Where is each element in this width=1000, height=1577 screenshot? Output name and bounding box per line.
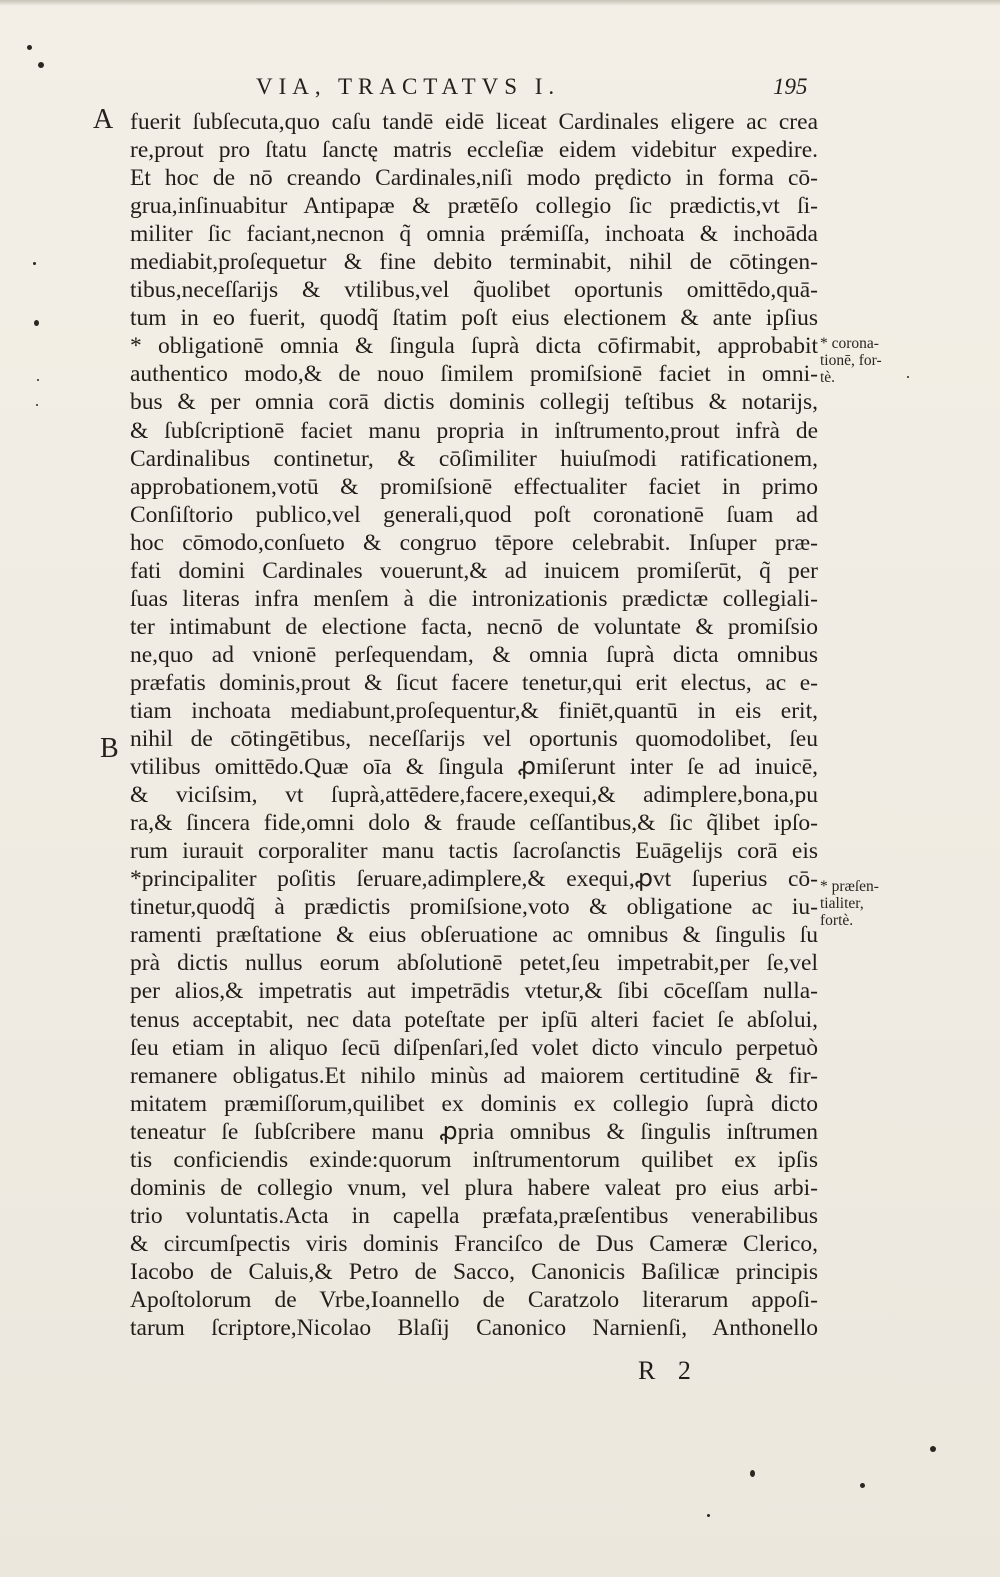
text-line: ne,quo ad vnionē perſequendam, & omnia ſuprà dicta omnibus <box>130 641 818 668</box>
ink-speck <box>750 1470 755 1477</box>
text-line: ſuas literas infra menſem à die intronizationis prædictæ collegiali- <box>130 585 818 612</box>
margin-note-praesentialiter <box>820 878 879 929</box>
text-line: fuerit ſubſecuta,quo caſu tandē eidē liceat Cardinales eligere ac crea <box>130 109 818 135</box>
text-line: tenus acceptabit, nec data poteſtate per ipſū alteri faciet ſe abſolui, <box>130 1006 818 1033</box>
ink-speck <box>907 376 909 378</box>
text-line: prà dictis nullus eorum abſolutionē petet,ſeu impetrabit,per ſe,vel <box>130 950 818 977</box>
ink-speck <box>27 45 32 50</box>
text-line: approbationem,votū & promiſsionē effectualiter faciet in primo <box>130 473 818 500</box>
text-line: teneatur ſe ſubſcribere manu ꝓpria omnibus & ſingulis inſtrumen <box>130 1118 818 1145</box>
margin-note-line: fortè. <box>820 912 854 929</box>
margin-note-line: tè. <box>820 369 836 386</box>
text-line: mitatem præmiſſorum,quilibet ex dominis ex collegio ſuprà dicto <box>130 1090 818 1117</box>
text-line: dominis de collegio vnum, vel plura habere valeat pro eius arbi- <box>130 1174 818 1201</box>
text-line: tum in eo fuerit, quodq̃ ſtatim poſt eius electionem & ante ipſius <box>130 305 818 332</box>
page-number: 195 <box>773 74 808 99</box>
text-line: grua,inſinuabitur Antipapæ & prætēſo collegio ſic prædictis,vt ſi- <box>130 193 818 220</box>
section-letter-a: A <box>93 104 114 135</box>
text-line: tinetur,quodq̃ à prædictis promiſsione,voto & obligatione ac iu- <box>130 894 818 921</box>
text-line: & ſubſcriptionē faciet manu propria in inſtrumento,prout infrà de <box>130 417 818 444</box>
text-line: re,prout pro ſtatu ſanctę matris eccleſiæ eidem videbitur expedire. <box>130 137 818 164</box>
ink-speck <box>33 262 36 265</box>
text-line: ter intimabunt de electione facta, necnō de voluntate & promiſsio <box>130 613 818 640</box>
text-line: militer ſic faciant,necnon q̃ omnia prǽmiſſa, inchoata & inchoāda <box>130 221 818 248</box>
ink-speck <box>707 1514 710 1517</box>
text-line: vtilibus omittēdo.Quæ oīa & ſingula ꝓmiſerunt inter ſe ad inuicē, <box>130 754 818 781</box>
text-line: Apoſtolorum de Vrbe,Ioannello de Caratzolo literarum appoſi- <box>130 1286 818 1313</box>
running-head: VIA, TRACTATVS I. <box>256 74 561 99</box>
ink-speck <box>930 1446 936 1452</box>
text-line: Iacobo de Caluis,& Petro de Sacco, Canonicis Baſilicæ principis <box>130 1258 818 1285</box>
text-line: *principaliter poſitis ſeruare,adimplere,& exequi,ꝓvt ſuperius cō- <box>130 866 818 893</box>
text-line: rum iurauit corporaliter manu tactis ſacroſanctis Euāgelijs corā eis <box>130 838 818 865</box>
signature-mark: R 2 <box>638 1356 699 1385</box>
section-letter-b: B <box>100 733 119 764</box>
text-line: hoc cōmodo,conſueto & congruo tēpore celebrabit. Inſuper præ- <box>130 529 818 556</box>
ink-speck <box>860 1483 865 1488</box>
text-line: tiam inchoata mediabunt,proſequentur,& finiēt,quantū in eis erit, <box>130 697 818 724</box>
margin-note-line: tionē, for- <box>820 352 882 369</box>
text-line: trio voluntatis.Acta in capella præfata,præſentibus venerabilibus <box>130 1202 818 1229</box>
text-line: remanere obligatus.Et nihilo minùs ad maiorem certitudinē & fir- <box>130 1062 818 1089</box>
body-text <box>130 108 818 1342</box>
text-line: ra,& ſincera fide,omni dolo & fraude ceſſantibus,& ſic q̃libet ipſo- <box>130 810 818 837</box>
text-line: nihil de cōtingētibus, neceſſarijs vel oportunis quomodolibet, ſeu <box>130 726 818 753</box>
margin-note-coronatione <box>820 335 882 386</box>
margin-note-line: * præſen- <box>820 878 879 895</box>
text-line: * obligationē omnia & ſingula ſuprà dicta cōfirmabit, approbabit <box>130 333 818 360</box>
text-line: ſeu etiam in aliquo ſecū diſpenſari,ſed volet dicto vinculo perpetuò <box>130 1034 818 1061</box>
margin-note-line: tialiter, <box>820 895 864 912</box>
page-header <box>0 70 1000 106</box>
text-line: tarum ſcriptore,Nicolao Blaſij Canonico Narnienſi, Anthonello <box>130 1315 818 1342</box>
text-line: Cardinalibus continetur, & cōſimiliter huiuſmodi ratificationem, <box>130 445 818 472</box>
ink-speck <box>34 320 39 326</box>
ink-speck <box>37 379 39 381</box>
text-line: Et hoc de nō creando Cardinales,niſi modo prędicto in forma cō- <box>130 165 818 192</box>
page-edge-shadow <box>0 0 1000 6</box>
text-line: & viciſsim, vt ſuprà,attēdere,facere,exequi,& adimplere,bona,pu <box>130 782 818 809</box>
text-line: Conſiſtorio publico,vel generali,quod poſt coronationē ſuam ad <box>130 501 818 528</box>
margin-note-line: * corona- <box>820 335 879 352</box>
ink-speck <box>36 404 38 406</box>
text-line: & circumſpectis viris dominis Franciſco de Dus Cameræ Clerico, <box>130 1230 818 1257</box>
text-line: bus & per omnia corā dictis dominis collegij teſtibus & notarijs, <box>130 389 818 416</box>
text-line: tis conficiendis exinde:quorum inſtrumentorum quilibet ex ipſis <box>130 1146 818 1173</box>
text-line: præfatis dominis,prout & ſicut facere tenetur,qui erit electus, ac e- <box>130 669 818 696</box>
text-line: fati domini Cardinales vouerunt,& ad inuicem promiſerūt, q̃ per <box>130 557 818 584</box>
ink-speck <box>38 62 44 68</box>
text-line: authentico modo,& de nouo ſimilem promiſsionē faciet in omni- <box>130 361 818 388</box>
text-line: tibus,neceſſarijs & vtilibus,vel q̃uolibet oportunis omittēdo,quā- <box>130 277 818 304</box>
text-line: mediabit,proſequetur & fine debito terminabit, nihil de cōtingen- <box>130 249 818 276</box>
text-line: per alios,& impetratis aut impetrādis vtetur,& ſibi cōceſſam nulla- <box>130 978 818 1005</box>
text-line: ramenti præſtatione & eius obſeruatione ac omnibus & ſingulis ſu <box>130 922 818 949</box>
